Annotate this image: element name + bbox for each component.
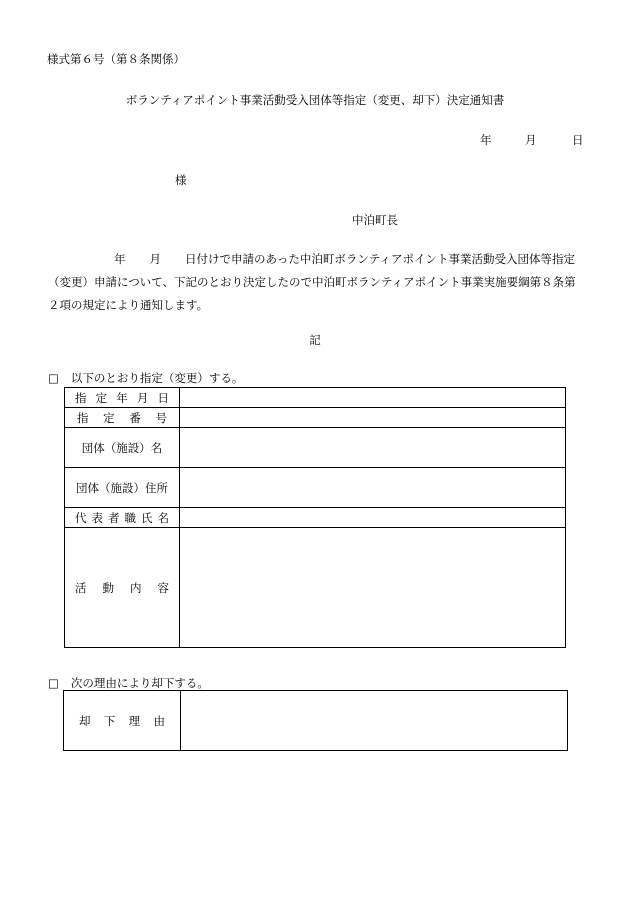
row-label	[65, 388, 180, 408]
table-row	[65, 428, 566, 468]
table-row	[64, 691, 568, 751]
body-month: 月	[149, 252, 161, 266]
ki-heading: 記	[309, 333, 321, 347]
row-label: 団体（施設）住所	[65, 468, 180, 508]
row-label	[65, 508, 180, 528]
row-label: 団体（施設）名	[65, 428, 180, 468]
row-label-text: 却 下 理 由	[79, 713, 165, 728]
notice-body	[48, 248, 586, 317]
row-value[interactable]	[180, 508, 566, 528]
sender: 中泊町長	[352, 213, 398, 227]
row-value[interactable]	[181, 691, 568, 751]
rejection-table	[63, 690, 568, 751]
option-reject	[48, 675, 209, 691]
table-row	[65, 408, 566, 428]
row-label-text: 指 定 年 月 日	[75, 390, 169, 405]
option-designate-label: 以下のとおり指定（変更）する。	[70, 371, 244, 385]
date-year: 年	[480, 133, 492, 147]
table-row	[65, 388, 566, 408]
row-label-text: 指 定 番 号	[77, 410, 167, 425]
form-number: 様式第６号（第８条関係）	[47, 52, 185, 66]
table-row	[65, 508, 566, 528]
row-label	[65, 408, 180, 428]
body-year: 年	[114, 252, 126, 266]
document-title: ボランティアポイント事業活動受入団体等指定（変更、却下）決定通知書	[125, 93, 505, 107]
option-reject-label: 次の理由により却下する。	[70, 676, 209, 690]
addressee: 様	[175, 173, 187, 187]
table-row	[65, 468, 566, 508]
checkbox-designate[interactable]: □	[48, 371, 59, 385]
row-value[interactable]	[180, 408, 566, 428]
row-value[interactable]	[180, 428, 566, 468]
body-text: 日付けで申請のあった中泊町ボランティアポイント事業活動受入団体等指定（変更）申請について、下記のとおり決定したので中泊町ボランティアポイント事業実施要綱第８条第２項の規定により通知します。	[48, 252, 576, 312]
date-month: 月	[525, 133, 537, 147]
table-row	[65, 528, 566, 648]
row-label	[65, 528, 180, 648]
row-label-text: 活 動 内 容	[75, 580, 169, 595]
row-value[interactable]	[180, 528, 566, 648]
option-designate	[48, 370, 243, 386]
designation-table	[64, 387, 566, 648]
checkbox-reject[interactable]: □	[48, 676, 59, 690]
row-label	[64, 691, 181, 751]
row-value[interactable]	[180, 388, 566, 408]
row-value[interactable]	[180, 468, 566, 508]
row-label-text: 代 表 者 職 氏 名	[75, 510, 169, 525]
date-day: 日	[572, 133, 584, 147]
